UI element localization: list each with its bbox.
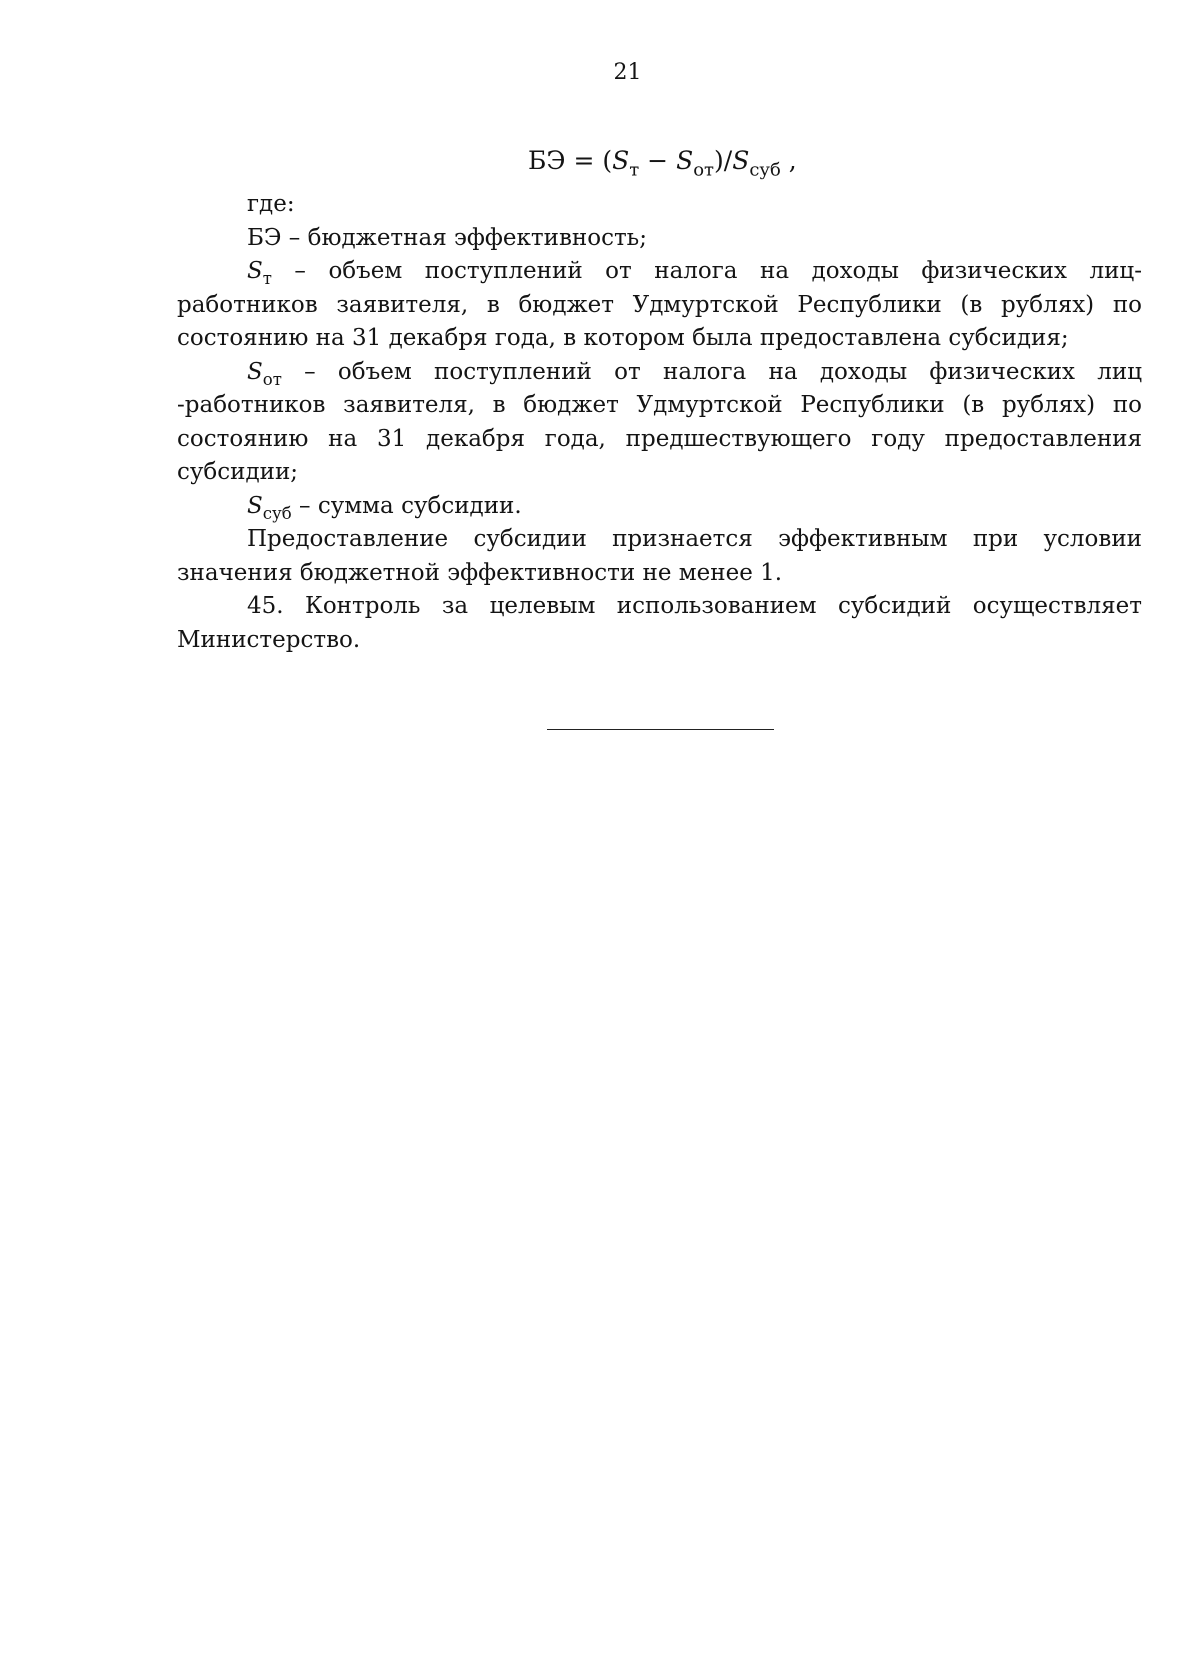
page-number: 21 [613,60,642,85]
definition-s-t [177,255,1142,356]
formula-comma: , [780,146,797,175]
budget-efficiency-formula [528,146,797,181]
formula-equals: = ( [565,146,613,175]
definition-s-sub [177,490,1142,524]
formula-s-sub-subscript: суб [749,159,781,181]
document-body [177,188,1142,657]
definition-s-t-text: – объем поступлений от налога на доходы физических лиц- работников заявителя, в бюджет Удмуртской Республики (в рублях) по состоянию на 31 декабря года, в котором была предоставлена субсидия; [177,258,1142,351]
definition-s-sub-symbol: S [247,492,263,519]
definition-s-ot-symbol: S [247,358,263,385]
definition-be: БЭ – бюджетная эффективность; [247,224,647,251]
definition-s-ot-text: – объем поступлений от налога на доходы физических лиц -работников заявителя, в бюджет Удмуртской Республики (в рублях) по состоянию на 31 декабря года, предшествующего году предоставления субсидии; [177,358,1142,485]
definition-s-sub-subscript: суб [262,503,292,523]
formula-s-t: S [612,146,630,175]
definition-s-ot-subscript: от [262,369,282,389]
formula-s-sub: S [732,146,750,175]
formula-lhs: БЭ [528,146,566,175]
formula-s-t-subscript: т [629,159,640,181]
definition-s-sub-text: – сумма субсидии. [291,492,522,519]
where-label: где: [247,191,295,217]
formula-s-ot: S [676,146,694,175]
definition-s-ot [177,356,1142,490]
end-divider-line [547,729,774,730]
formula-s-ot-subscript: от [693,159,714,181]
clause-45: 45. Контроль за целевым использованием субсидий осуществляет Министерство. [177,593,1142,653]
efficiency-condition: Предоставление субсидии признается эффективным при условии значения бюджетной эффективности не менее 1. [177,526,1142,586]
formula-close-divide: )/ [714,146,733,175]
definition-s-t-subscript: т [262,268,272,288]
definition-s-t-symbol: S [247,258,263,284]
formula-minus: − [639,146,677,175]
